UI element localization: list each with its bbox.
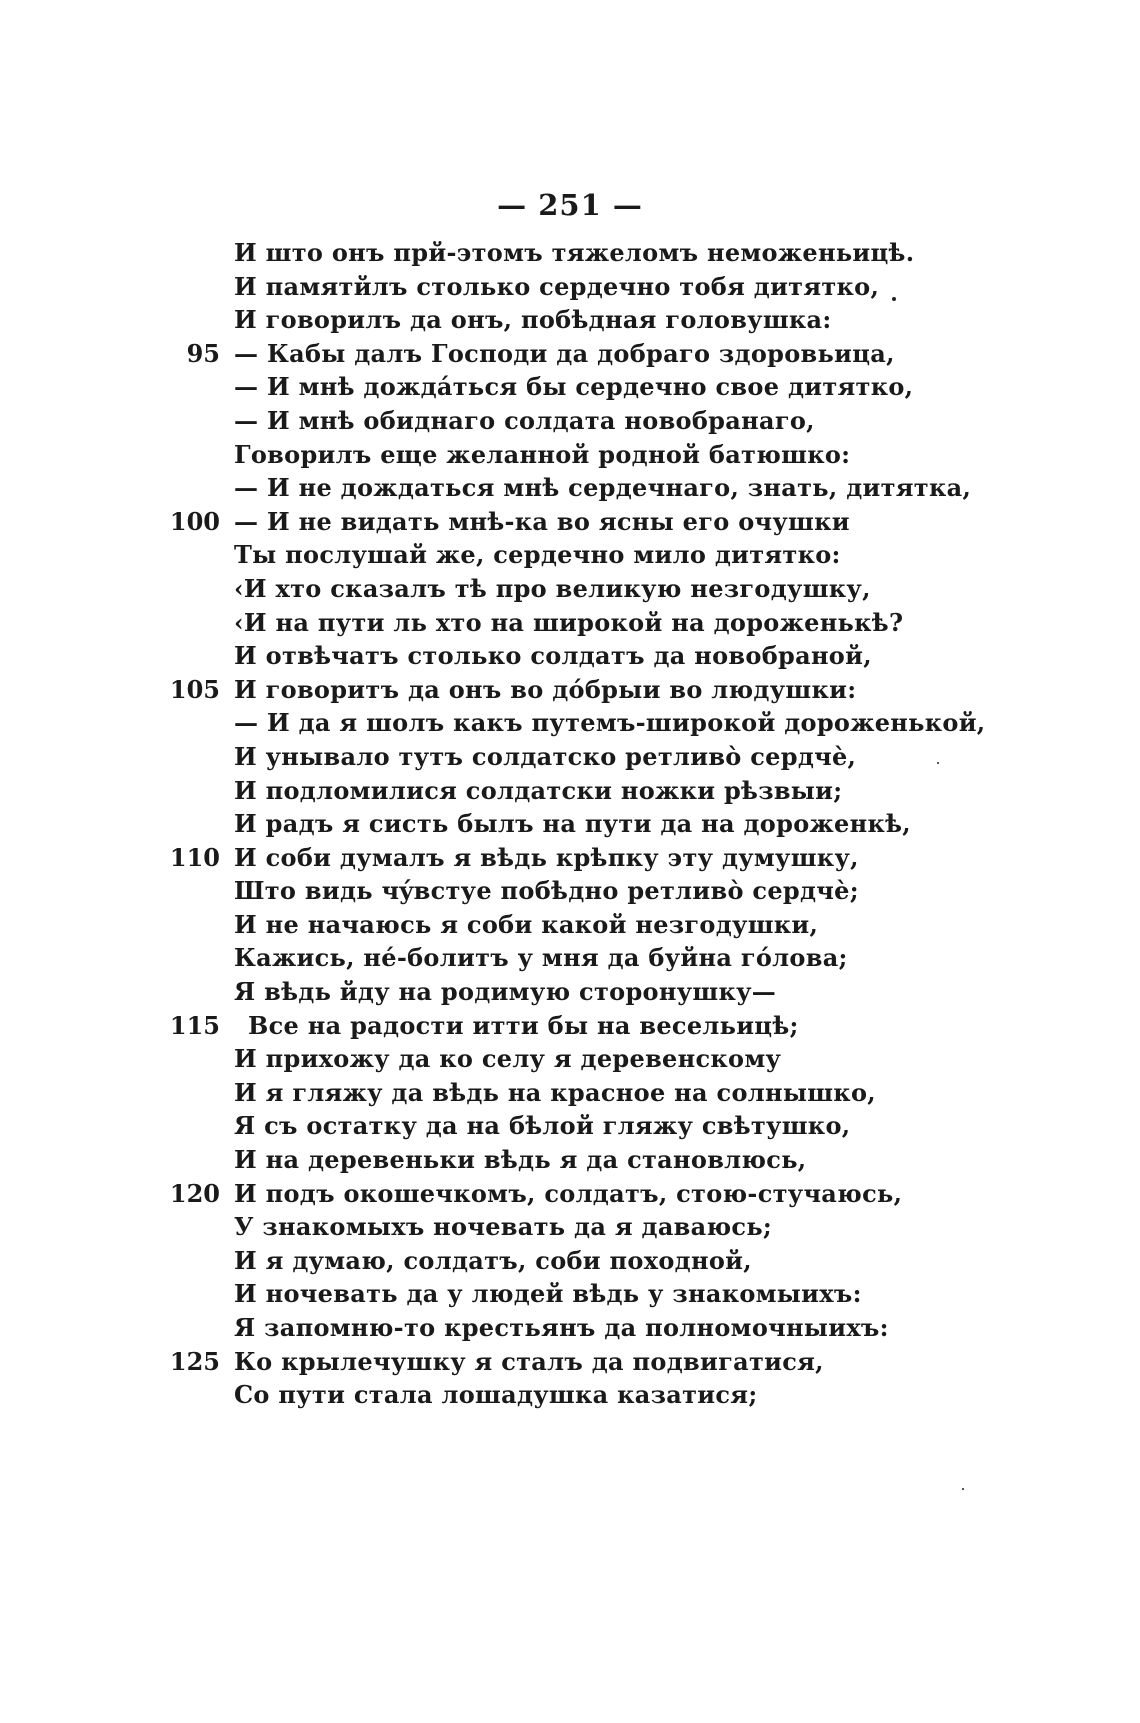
line-text: И што онъ прй-этомъ тяжеломъ неможеньицѣ. xyxy=(234,238,915,267)
poem-line xyxy=(0,673,1140,707)
poem-line xyxy=(0,270,1140,304)
poem-line xyxy=(0,438,1140,472)
line-text: И я гляжу да вѣдь на красное на солнышко, xyxy=(234,1077,876,1107)
poem-line xyxy=(0,505,1140,539)
poem-line xyxy=(0,975,1140,1009)
line-text: У знакомыхъ ночевать да я даваюсь; xyxy=(234,1212,773,1242)
line-text: ‹И хто сказалъ тѣ про великую незгодушку, xyxy=(234,573,871,603)
poem-line xyxy=(0,1210,1140,1244)
poem-line xyxy=(0,370,1140,404)
line-text: ‹И на пути ль хто на широкой на дороженькѣ? xyxy=(234,607,904,637)
ink-speck xyxy=(937,762,939,764)
line-text: — И не дождаться мнѣ сердечнаго, знать, дитятка, xyxy=(234,473,972,503)
line-text: — И мнѣ обиднаго солдата новобранаго, xyxy=(234,405,815,435)
poem-line xyxy=(0,908,1140,942)
line-text: И унывало тутъ солдатско ретливо̀ сердчѐ, xyxy=(234,741,857,771)
line-number: 110 xyxy=(169,842,220,872)
line-number: 100 xyxy=(169,506,220,536)
line-text: И соби думалъ я вѣдь крѣпку эту думушку, xyxy=(234,842,859,872)
line-text: — Кабы далъ Господи да добраго здоровьица, xyxy=(234,338,895,368)
ink-speck xyxy=(892,297,896,301)
poem-line xyxy=(0,606,1140,640)
poem-line xyxy=(0,706,1140,740)
line-number: 115 xyxy=(169,1010,220,1040)
ink-speck xyxy=(962,1488,964,1490)
line-text: И не начаюсь я соби какой незгодушки, xyxy=(234,909,819,939)
poem-line xyxy=(0,941,1140,975)
poem-line xyxy=(0,404,1140,438)
poem-line xyxy=(0,1311,1140,1345)
line-text: Говорилъ еще желанной родной батюшко: xyxy=(234,439,851,469)
poem-line xyxy=(0,572,1140,606)
poem-line xyxy=(0,1378,1140,1412)
line-text: — И не видать мнѣ-ка во ясны его очушки xyxy=(234,506,850,536)
line-text: Я съ остатку да на бѣлой гляжу свѣтушко, xyxy=(234,1111,851,1141)
poem-line xyxy=(0,1143,1140,1177)
line-text: И на деревеньки вѣдь я да становлюсь, xyxy=(234,1145,807,1175)
page-number: — 251 — xyxy=(497,188,643,222)
poem-line xyxy=(0,1076,1140,1110)
poem-line xyxy=(0,1109,1140,1143)
poem-line xyxy=(0,303,1140,337)
line-text: И прихожу да ко селу я деревенскому xyxy=(234,1044,782,1074)
line-text: И памятйлъ столько сердечно тобя дитятко, xyxy=(234,271,880,301)
poem-line xyxy=(0,740,1140,774)
line-text: Кажись, нé-болитъ у мня да буйна гóлова; xyxy=(234,943,848,973)
poem-line xyxy=(0,1277,1140,1311)
line-text: И радъ я систь былъ на пути да на дороженкѣ, xyxy=(234,809,911,839)
poem-line xyxy=(0,1345,1140,1379)
line-text: И я думаю, солдатъ, соби походной, xyxy=(234,1245,752,1275)
line-number: 125 xyxy=(169,1346,220,1376)
line-text: Ты послушай же, сердечно мило дитятко: xyxy=(234,540,841,570)
line-text: Ко крылечушку я сталъ да подвигатися, xyxy=(234,1346,824,1376)
poem-text xyxy=(0,236,1140,1412)
poem-line xyxy=(0,337,1140,371)
line-number: 105 xyxy=(169,674,220,704)
line-text: Што видь чýвстуе побѣдно ретливо̀ сердчѐ; xyxy=(234,876,859,906)
line-text: Я запомню-то крестьянъ да полномочныихъ: xyxy=(234,1313,889,1342)
line-text: И отвѣчатъ столько солдатъ да новобраной, xyxy=(234,641,872,671)
poem-line xyxy=(0,874,1140,908)
line-number: 95 xyxy=(186,338,220,368)
poem-line xyxy=(0,807,1140,841)
line-number: 120 xyxy=(169,1178,220,1208)
line-text: Я вѣдь йду на родимую сторонушку— xyxy=(234,977,777,1007)
poem-line xyxy=(0,841,1140,875)
poem-line xyxy=(0,1042,1140,1076)
line-text: И подъ окошечкомъ, солдатъ, стою-стучаюсь, xyxy=(234,1178,903,1208)
line-text: Со пути стала лошадушка казатися; xyxy=(234,1380,758,1410)
poem-line xyxy=(0,774,1140,808)
poem-line xyxy=(0,1177,1140,1211)
line-text: — И мнѣ дождáться бы сердечно свое дитятко, xyxy=(234,372,914,402)
line-text: — И да я шолъ какъ путемъ-широкой дороженькой, xyxy=(234,708,986,738)
line-text: И подломилися солдатски ножки рѣзвыи; xyxy=(234,775,843,805)
poem-line xyxy=(0,1244,1140,1278)
line-text: И говоритъ да онъ во дóбрыи во людушки: xyxy=(234,674,857,704)
poem-line xyxy=(0,471,1140,505)
poem-line xyxy=(0,639,1140,673)
line-text: И говорилъ да онъ, побѣдная головушка: xyxy=(234,305,832,335)
poem-line xyxy=(0,538,1140,572)
line-text: И ночевать да у людей вѣдь у знакомыихъ: xyxy=(234,1279,862,1309)
poem-line xyxy=(0,236,1140,270)
poem-line xyxy=(0,1009,1140,1043)
line-text: Все на радости итти бы на весельицѣ; xyxy=(248,1010,799,1040)
